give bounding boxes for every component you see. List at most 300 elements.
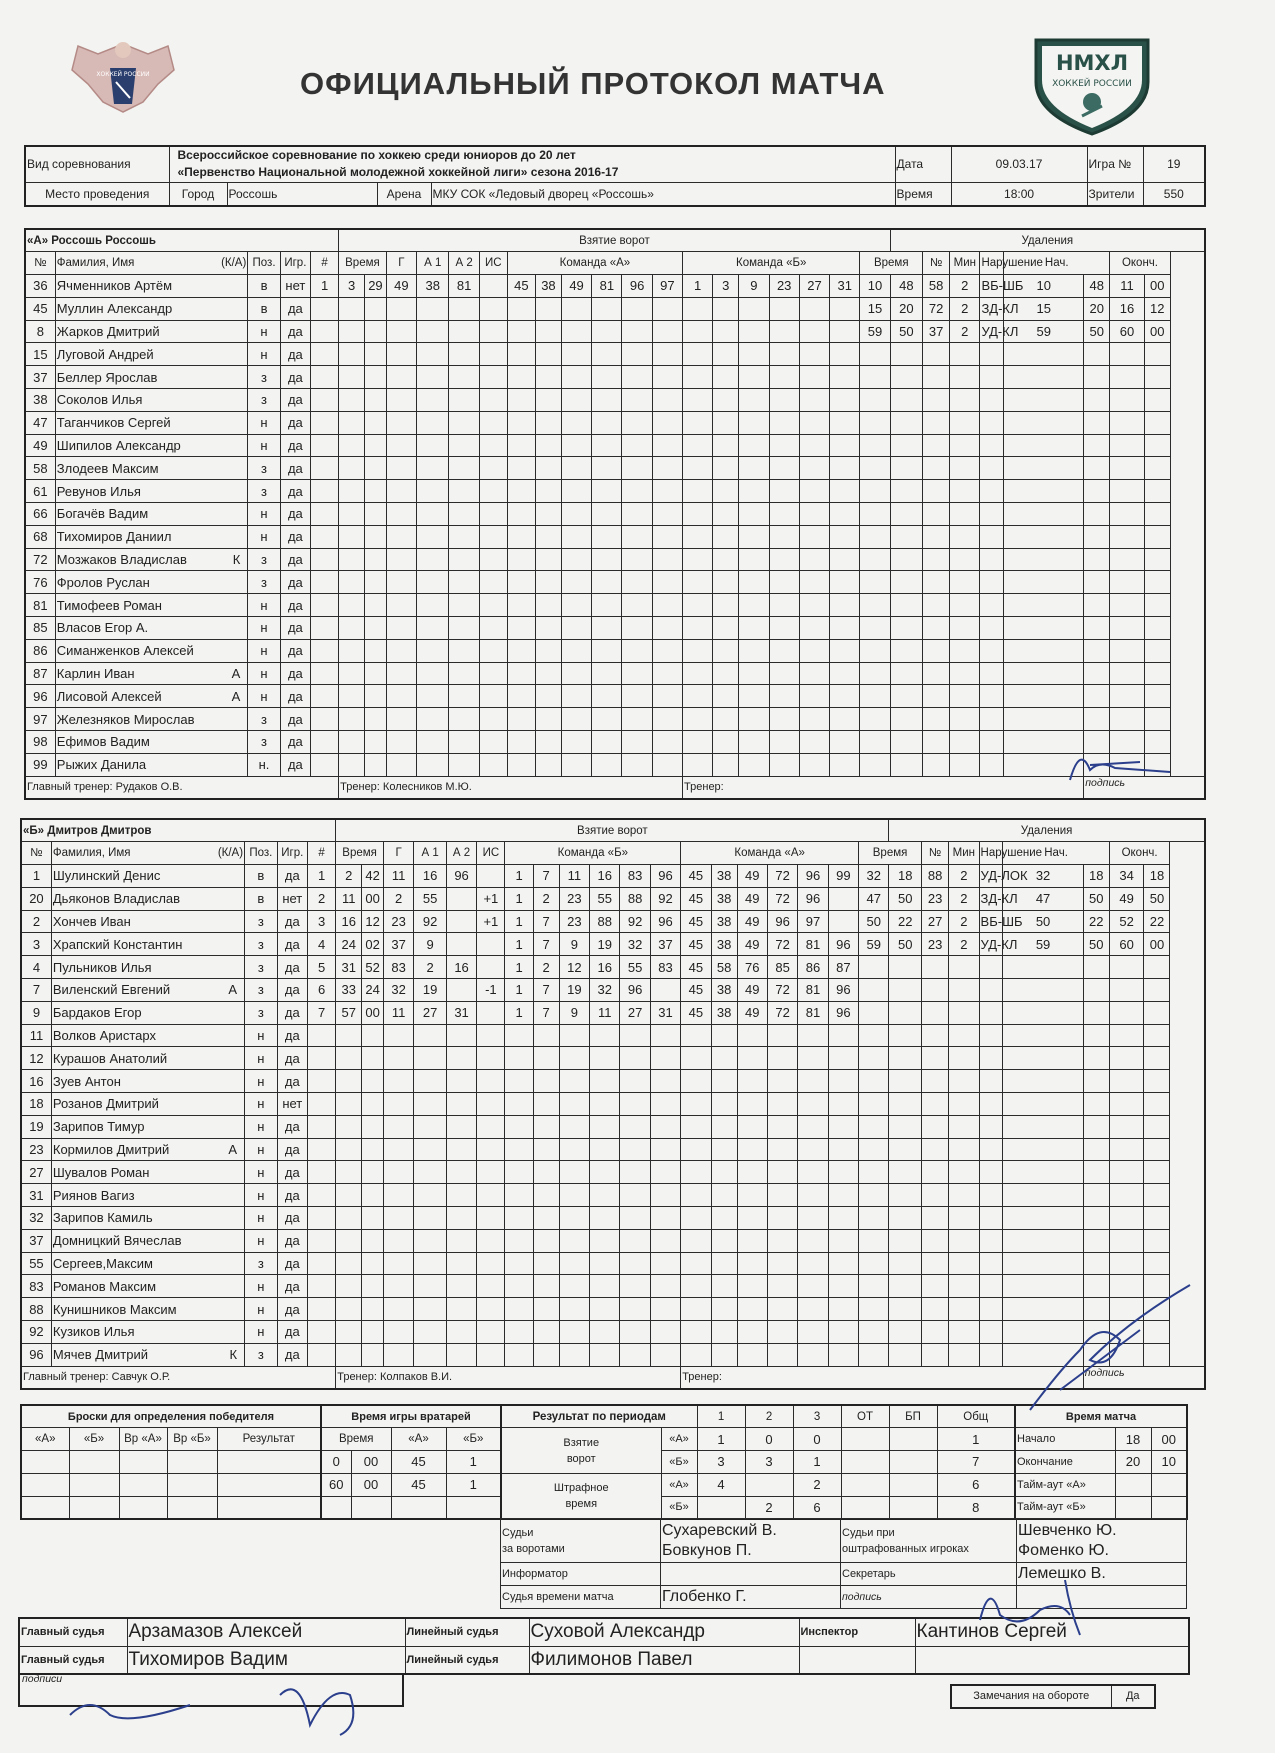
penalty-cell: УД-КЛ: [979, 933, 1003, 956]
goal-cell: [830, 685, 860, 708]
player-played: да: [280, 639, 310, 662]
goal-cell: [711, 1138, 737, 1161]
penalty-cell: [859, 1093, 889, 1116]
penalty-cell: [922, 1093, 949, 1116]
goal-cell: [479, 434, 507, 457]
goal-cell: [339, 389, 365, 412]
player-number: 85: [25, 617, 55, 640]
goal-cell: [767, 1275, 797, 1298]
penalty-cell: 18: [889, 865, 922, 888]
penalty-cell: 50: [1083, 933, 1109, 956]
col-team-opponent: Команда «А»: [681, 842, 859, 865]
timekeeper-label: Судья времени матча: [501, 1585, 661, 1608]
player-name-text: Власов Егор А.: [56, 620, 149, 636]
goal-cell: [798, 1024, 828, 1047]
goal-cell: [311, 753, 339, 776]
goal-cell: [799, 320, 829, 343]
emblem-text: ХОККЕЙ РОССИИ: [96, 71, 150, 78]
goal-cell: [592, 571, 622, 594]
goal-cell: [830, 411, 860, 434]
score-cell: 1: [937, 1428, 1015, 1451]
penalty-cell: [860, 548, 890, 571]
col-no: №: [21, 842, 51, 865]
goal-cell: [336, 1252, 362, 1275]
penalty-cell: [1004, 366, 1084, 389]
penalty-cell: [922, 1321, 949, 1344]
penalty-cell: [860, 411, 890, 434]
goalie-cell: 00: [351, 1473, 391, 1496]
pen-judges-label1: Судьи при: [842, 1526, 895, 1539]
period-bp: БП: [889, 1405, 937, 1428]
goal-cell: [477, 1115, 505, 1138]
goal-cell: [737, 1115, 767, 1138]
player-name-text: Богачёв Вадим: [56, 506, 149, 522]
goal-cell: 92: [620, 910, 650, 933]
goal-cell: 45: [507, 275, 535, 298]
goal-cell: [561, 708, 591, 731]
player-name-text: Тихомиров Даниил: [56, 529, 172, 545]
col-pen-time: Время: [860, 252, 923, 275]
penalty-cell: [923, 571, 950, 594]
col-pen-end: Оконч.: [1110, 252, 1171, 275]
penalty-cell: [922, 1298, 949, 1321]
penalty-cell: [890, 731, 922, 754]
player-played: да: [280, 434, 310, 457]
goal-cell: [365, 480, 387, 503]
goal-cell: [417, 662, 449, 685]
penalty-cell: [859, 1252, 889, 1275]
player-row: [25, 548, 1205, 571]
goal-cell: [446, 933, 476, 956]
goal-cell: [336, 1184, 362, 1207]
goal-cell: [830, 503, 860, 526]
goal-cell: [737, 1161, 767, 1184]
penalty-cell: [980, 503, 1004, 526]
goal-cell: 42: [362, 865, 384, 888]
goal-cell: [620, 1252, 650, 1275]
goal-cell: [507, 548, 535, 571]
goal-cell: [386, 343, 416, 366]
goal-cell: [711, 1252, 737, 1275]
player-played: да: [277, 1343, 307, 1366]
goal-cell: 7: [533, 979, 559, 1002]
secretary-label: Секретарь: [841, 1563, 1017, 1586]
goal-cell: [830, 297, 860, 320]
goal-cell: [769, 503, 799, 526]
penalty-cell: 50: [859, 910, 889, 933]
goal-cell: [559, 1252, 589, 1275]
penalty-cell: [1083, 1138, 1109, 1161]
goal-cell: [652, 708, 682, 731]
goal-cell: [798, 1115, 828, 1138]
goal-cell: [307, 1298, 335, 1321]
penalty-cell: [1144, 1001, 1170, 1024]
penalty-cell: [1109, 956, 1144, 979]
goal-cell: [477, 1298, 505, 1321]
head-coach-label: Главный тренер:: [23, 1371, 109, 1384]
goal-cell: [386, 685, 416, 708]
sign-label: подпись: [1084, 776, 1205, 799]
penalty-cell: [949, 1093, 979, 1116]
goal-cell: [830, 753, 860, 776]
goal-cell: [311, 320, 339, 343]
goal-cell: 12: [362, 910, 384, 933]
goal-cell: [592, 320, 622, 343]
pen-cell: [841, 1473, 889, 1496]
penalty-cell: [923, 685, 950, 708]
player-name-text: Таганчиков Сергей: [56, 415, 171, 431]
team-a-mark: «А»: [661, 1473, 697, 1496]
goal-cell: [505, 1047, 533, 1070]
goal-cell: [681, 1070, 711, 1093]
goal-cell: 1: [505, 933, 533, 956]
goal-cell: [417, 548, 449, 571]
penalty-cell: [980, 617, 1004, 640]
goal-cell: [590, 1252, 620, 1275]
goal-cell: [311, 366, 339, 389]
goal-cell: 72: [767, 887, 797, 910]
penalty-cell: 15: [860, 297, 890, 320]
penalty-cell: [922, 1047, 949, 1070]
goal-cell: [362, 1343, 384, 1366]
goal-cell: [336, 1275, 362, 1298]
penalty-cell: [889, 1298, 922, 1321]
goal-cell: [652, 639, 682, 662]
goal-cell: [799, 594, 829, 617]
goal-cell: 81: [798, 933, 828, 956]
goal-cell: 87: [828, 956, 858, 979]
penalty-cell: [949, 1252, 979, 1275]
city-label: Город: [169, 182, 227, 206]
goal-cell: [505, 1070, 533, 1093]
goal-cell: [336, 1321, 362, 1344]
goalie-b: «Б»: [446, 1428, 501, 1451]
goal-cell: [362, 1184, 384, 1207]
col-is: ИС: [477, 842, 505, 865]
goal-cell: [386, 617, 416, 640]
goal-cell: [713, 525, 739, 548]
goal-cell: [830, 389, 860, 412]
goal-cell: [769, 548, 799, 571]
penalty-cell: [980, 662, 1004, 685]
penalty-cell: 52: [1109, 910, 1144, 933]
penalty-cell: [1110, 366, 1145, 389]
timeout-a-label: Тайм-аут «А»: [1015, 1473, 1115, 1496]
penalty-cell: 59: [1004, 320, 1084, 343]
goal-cell: [798, 1070, 828, 1093]
goal-cell: [683, 548, 713, 571]
penalty-cell: [950, 617, 980, 640]
coach-name: Колпаков В.И.: [379, 1371, 453, 1384]
goal-cell: 49: [737, 910, 767, 933]
inspector-name: Кантинов Сергей: [915, 1618, 1189, 1646]
goal-cell: [681, 1298, 711, 1321]
player-row: [25, 571, 1205, 594]
goal-cell: [386, 457, 416, 480]
goal-cell: [767, 1343, 797, 1366]
penalty-cell: 47: [859, 887, 889, 910]
goal-judges-label2: за воротами: [502, 1542, 565, 1555]
player-number: 2: [21, 910, 51, 933]
goal-cell: 57: [336, 1001, 362, 1024]
penalty-cell: [1144, 389, 1170, 412]
goal-cell: 38: [711, 979, 737, 1002]
goal-cell: [590, 1207, 620, 1230]
pen-cell: [697, 1496, 745, 1519]
penalty-cell: [890, 389, 922, 412]
penalty-cell: [890, 708, 922, 731]
player-name: [55, 731, 248, 754]
goal-cell: [307, 1343, 335, 1366]
player-name-text: Романов Максим: [52, 1278, 157, 1294]
penalty-cell: [860, 343, 890, 366]
goal-cell: 23: [383, 910, 413, 933]
arena-value: МКУ СОК «Ледовый дворец «Россошь»: [431, 182, 895, 206]
goal-cell: [336, 1047, 362, 1070]
goal-cell: [830, 480, 860, 503]
penalty-cell: [950, 480, 980, 503]
shootout-b: «Б»: [69, 1428, 119, 1451]
goal-cell: [535, 753, 561, 776]
goal-cell: [681, 1275, 711, 1298]
penalty-cell: [1144, 1070, 1170, 1093]
goal-cell: [799, 617, 829, 640]
team-b-mark: «Б»: [661, 1451, 697, 1474]
goal-cell: [713, 639, 739, 662]
goal-cell: [535, 480, 561, 503]
player-name: [55, 571, 248, 594]
player-position: н: [245, 1275, 278, 1298]
goal-cell: [365, 662, 387, 685]
goal-cell: 2: [533, 956, 559, 979]
penalty-cell: [950, 685, 980, 708]
goal-cell: 5: [307, 956, 335, 979]
goal-cell: 81: [449, 275, 479, 298]
penalty-cell: [890, 366, 922, 389]
place-label: Место проведения: [25, 182, 169, 206]
goal-cell: [417, 457, 449, 480]
penalty-cell: [980, 389, 1004, 412]
goal-cell: [417, 366, 449, 389]
goal-cell: [799, 753, 829, 776]
penalty-cell: [1004, 389, 1084, 412]
col-poz: Поз.: [245, 842, 278, 865]
penalty-cell: [860, 366, 890, 389]
signs-label: подписи: [22, 1673, 63, 1685]
penalty-cell: [1109, 1229, 1144, 1252]
penalty-cell: [1003, 1229, 1083, 1252]
goal-cell: [592, 753, 622, 776]
penalty-cell: 32: [1003, 865, 1083, 888]
player-played: да: [277, 933, 307, 956]
penalty-cell: [979, 1070, 1003, 1093]
goal-cell: [446, 1298, 476, 1321]
penalty-cell: [1084, 548, 1110, 571]
goal-cell: [622, 411, 652, 434]
goal-cell: [533, 1138, 559, 1161]
goal-cell: [362, 1093, 384, 1116]
goal-cell: [711, 1298, 737, 1321]
goal-cell: [362, 1321, 384, 1344]
goal-cell: [446, 1024, 476, 1047]
penalty-cell: [889, 1024, 922, 1047]
goal-cell: [739, 594, 769, 617]
goal-cell: [383, 1047, 413, 1070]
goal-cell: [365, 708, 387, 731]
goal-cell: [417, 708, 449, 731]
goal-cell: [336, 1298, 362, 1321]
timekeeper-name: Глобенко Г.: [661, 1585, 841, 1608]
goal-cell: [533, 1184, 559, 1207]
shootout-title: Броски для определения победителя: [21, 1405, 321, 1428]
player-row: [21, 910, 1205, 933]
col-team-opponent: Команда «Б»: [683, 252, 860, 275]
penalty-cell: [1144, 503, 1170, 526]
player-name-text: Зарипов Камиль: [52, 1210, 153, 1226]
remarks-label: Замечания на обороте: [951, 1685, 1111, 1708]
penalty-cell: [1109, 1252, 1144, 1275]
goal-cell: [683, 594, 713, 617]
goal-cell: 49: [737, 933, 767, 956]
goal-cell: [507, 685, 535, 708]
goal-cell: [477, 1275, 505, 1298]
goal-cell: [507, 594, 535, 617]
goal-cell: [533, 1047, 559, 1070]
penalty-cell: [1083, 1070, 1109, 1093]
penalty-cell: [889, 1047, 922, 1070]
penalty-cell: [979, 1321, 1003, 1344]
goal-cell: [652, 457, 682, 480]
goalie-time-label: Время: [321, 1428, 391, 1451]
player-name: [51, 1115, 244, 1138]
goal-cell: [650, 1024, 680, 1047]
penalty-cell: [923, 594, 950, 617]
goal-cell: [559, 1343, 589, 1366]
penalty-cell: 59: [1003, 933, 1083, 956]
goal-cell: 27: [799, 275, 829, 298]
player-position: н: [245, 1207, 278, 1230]
goal-cell: [533, 1343, 559, 1366]
goal-cell: [446, 1229, 476, 1252]
player-row: [21, 1207, 1205, 1230]
player-row: [25, 662, 1205, 685]
goal-cell: [362, 1024, 384, 1047]
penalty-cell: [950, 457, 980, 480]
goal-cell: 96: [767, 910, 797, 933]
penalty-cell: [922, 1161, 949, 1184]
goal-cell: [507, 731, 535, 754]
player-name-text: Бардаков Егор: [52, 1005, 142, 1021]
penalty-cell: [1084, 503, 1110, 526]
penalty-cell: [1003, 1001, 1083, 1024]
goal-cell: [386, 731, 416, 754]
player-played: да: [277, 1115, 307, 1138]
goal-cell: [830, 708, 860, 731]
goal-cell: [386, 525, 416, 548]
goal-cell: [505, 1115, 533, 1138]
penalty-cell: [1003, 1093, 1083, 1116]
goal-cell: [713, 594, 739, 617]
player-name: [51, 1275, 244, 1298]
goal-cell: [713, 480, 739, 503]
goal-cell: [590, 1070, 620, 1093]
goal-cell: [739, 639, 769, 662]
penalty-cell: [1144, 411, 1170, 434]
penalty-cell: [1004, 434, 1084, 457]
goal-cell: [386, 389, 416, 412]
goal-cell: [830, 548, 860, 571]
goal-cell: [383, 1184, 413, 1207]
goal-cell: [620, 1229, 650, 1252]
penalty-cell: [1004, 480, 1084, 503]
player-name: [55, 525, 248, 548]
goal-cell: [767, 1138, 797, 1161]
goal-cell: 2: [336, 865, 362, 888]
penalty-cell: [923, 434, 950, 457]
signature-referees: [60, 1665, 380, 1745]
penalty-cell: [979, 1207, 1003, 1230]
penalty-cell: [1144, 548, 1170, 571]
col-pen-viol: Нарушение: [979, 842, 1003, 865]
goal-cell: [505, 1298, 533, 1321]
penalty-cell: [1003, 1184, 1083, 1207]
player-number: 66: [25, 503, 55, 526]
goal-cell: [592, 366, 622, 389]
player-played: да: [280, 480, 310, 503]
goal-cell: +1: [477, 887, 505, 910]
goal-cell: [652, 503, 682, 526]
penalty-cell: 37: [923, 320, 950, 343]
goal-cell: [798, 1275, 828, 1298]
penalty-cell: [1144, 480, 1170, 503]
player-number: 98: [25, 731, 55, 754]
goal-cell: [311, 731, 339, 754]
penalty-cell: 59: [859, 933, 889, 956]
goal-cell: [799, 685, 829, 708]
goal-cell: [830, 639, 860, 662]
player-name-text: Соколов Илья: [56, 392, 143, 408]
goal-cell: [383, 1161, 413, 1184]
goal-cell: 55: [590, 887, 620, 910]
penalty-cell: 60: [1109, 933, 1144, 956]
comp-line1: Всероссийское соревнование по хоккею среди юниоров до 20 лет: [177, 148, 576, 163]
goal-cell: [799, 639, 829, 662]
goal-cell: [713, 366, 739, 389]
player-name: [55, 708, 248, 731]
goal-cell: [769, 320, 799, 343]
pen-cell: 4: [697, 1473, 745, 1496]
penalty-cell: [950, 594, 980, 617]
penalty-cell: 20: [1084, 297, 1110, 320]
player-role: А: [231, 688, 241, 704]
player-number: 61: [25, 480, 55, 503]
goal-cell: [652, 571, 682, 594]
penalty-cell: [922, 1343, 949, 1366]
goal-cell: [592, 457, 622, 480]
goal-cell: 45: [681, 865, 711, 888]
penalty-cell: [859, 1343, 889, 1366]
game-label: Игра №: [1087, 146, 1143, 182]
player-role: К: [232, 552, 241, 568]
player-position: в: [245, 887, 278, 910]
goal-cell: [622, 503, 652, 526]
penalty-cell: [1144, 639, 1170, 662]
goal-cell: [592, 731, 622, 754]
player-row: [21, 1024, 1205, 1047]
goal-cell: 24: [336, 933, 362, 956]
signature-coach-b: [1020, 1280, 1210, 1420]
penalty-cell: [979, 1093, 1003, 1116]
